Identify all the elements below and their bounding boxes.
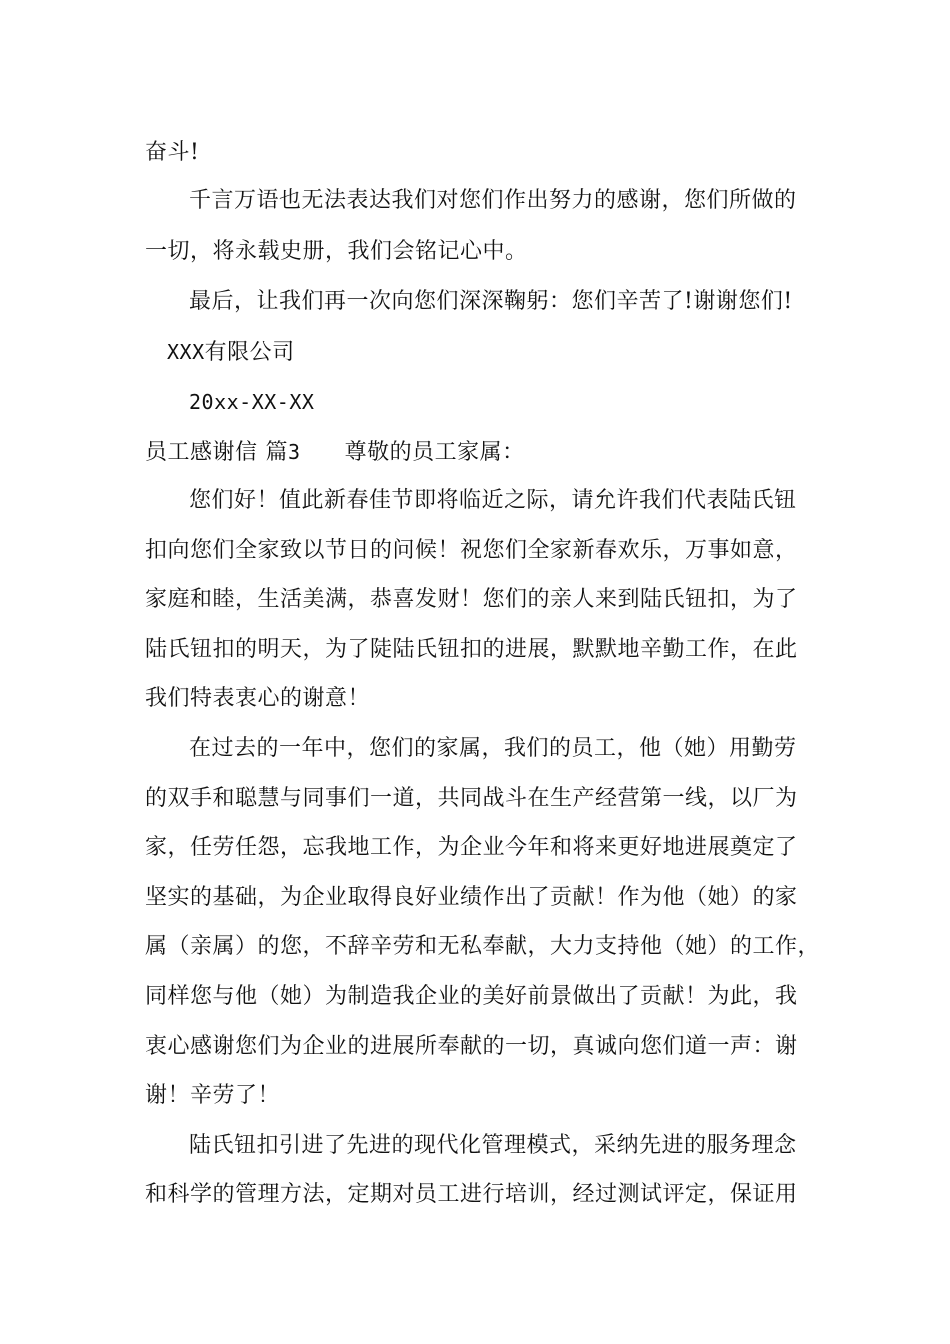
paragraph-line: 您们好！值此新春佳节即将临近之际，请允许我们代表陆氏钮 [189, 488, 797, 513]
section-number: 3 [288, 440, 301, 464]
paragraph-line: 扣向您们全家致以节日的问候！祝您们全家新春欢乐，万事如意， [145, 538, 798, 563]
company-prefix: XXX [167, 340, 205, 364]
paragraph-line: 的双手和聪慧与同事们一道，共同战斗在生产经营第一线，以厂为 [145, 786, 798, 811]
paragraph-line: 在过去的一年中，您们的家属，我们的员工，他（她）用勤劳 [189, 736, 797, 761]
paragraph-line: 陆氏钮扣引进了先进的现代化管理模式，采纳先进的服务理念 [189, 1133, 797, 1158]
salutation: 尊敬的员工家属： [344, 440, 525, 465]
paragraph-line: 我们特表衷心的谢意！ [145, 686, 371, 711]
paragraph-line: 家庭和睦，生活美满，恭喜发财！您们的亲人来到陆氏钮扣，为了 [145, 587, 798, 612]
section-label: 篇 [265, 440, 289, 465]
paragraph-line: 属（亲属）的您，不辞辛劳和无私奉献，大力支持他（她）的工作， [145, 934, 821, 959]
paragraph-line: 坚实的基础，为企业取得良好业绩作出了贡献！作为他（她）的家 [145, 885, 798, 910]
paragraph-line: 奋斗! [145, 140, 200, 165]
paragraph-line: 千言万语也无法表达我们对您们作出努力的感谢，您们所做的 [189, 188, 797, 213]
signature-date: 20xx-XX-XX [189, 390, 315, 414]
section-heading [145, 439, 525, 466]
paragraph-line: 最后，让我们再一次向您们深深鞠躬：您们辛苦了!谢谢您们! [189, 289, 793, 314]
paragraph-line: 一切，将永载史册，我们会铭记心中。 [145, 239, 528, 264]
paragraph-line: 陆氏钮扣的明天，为了陡陆氏钮扣的进展，默默地辛勤工作，在此 [145, 637, 798, 662]
section-title: 员工感谢信 [145, 440, 258, 465]
company-name: 有限公司 [204, 340, 295, 365]
paragraph-line: 和科学的管理方法，定期对员工进行培训，经过测试评定，保证用 [145, 1182, 798, 1207]
paragraph-line: 家，任劳任怨，忘我地工作，为企业今年和将来更好地进展奠定了 [145, 835, 798, 860]
company-signature [167, 339, 295, 366]
paragraph-line: 同样您与他（她）为制造我企业的美好前景做出了贡献！为此，我 [145, 984, 798, 1009]
paragraph-line: 谢！辛劳了！ [145, 1083, 281, 1108]
paragraph-line: 衷心感谢您们为企业的进展所奉献的一切，真诚向您们道一声：谢 [145, 1034, 798, 1059]
